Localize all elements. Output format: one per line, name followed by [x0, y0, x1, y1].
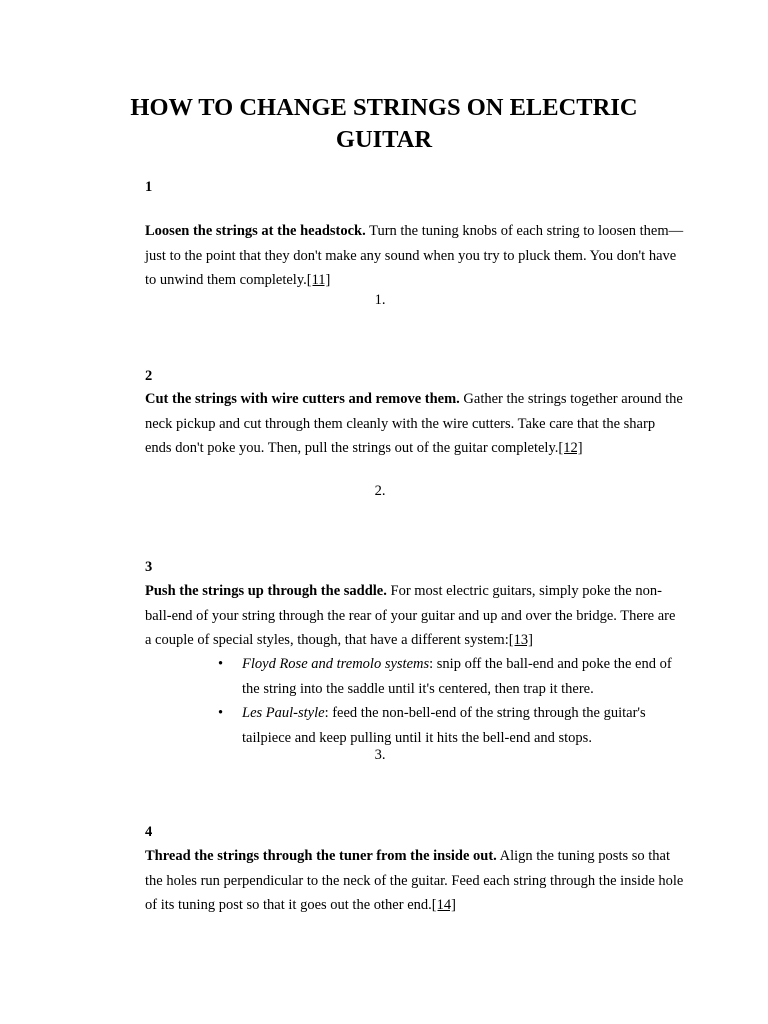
step-4-text	[145, 844, 685, 918]
step-2-text	[145, 387, 685, 461]
bullet-term: Les Paul-style	[242, 705, 325, 721]
step-number-2: 2	[145, 368, 153, 384]
step-2-heading: Cut the strings with wire cutters and remove them.	[145, 391, 460, 407]
step-3-reference-link[interactable]: [13]	[508, 632, 533, 648]
step-1-heading: Loosen the strings at the headstock.	[145, 223, 366, 239]
step-3-marker: 3.	[374, 747, 386, 763]
list-item	[218, 701, 688, 750]
step-2-paragraph	[145, 387, 685, 461]
step-4-body: Align the tuning posts so that the holes run perpendicular to the neck of the guitar. Feed each string through the inside hole of its tuning post so that it goes out the other end.	[145, 848, 684, 913]
step-1-marker: 1.	[374, 292, 386, 308]
step-3-paragraph	[145, 579, 685, 653]
step-4-heading: Thread the strings through the tuner from the inside out.	[145, 848, 497, 864]
bullet-term: Floyd Rose and tremolo systems	[242, 656, 430, 672]
step-4-paragraph	[145, 844, 685, 918]
bullet-icon: •	[218, 656, 224, 672]
step-2-reference-link[interactable]: [12]	[558, 440, 583, 456]
step-number-4: 4	[145, 824, 153, 840]
step-3-text	[145, 579, 685, 653]
step-3-heading: Push the strings up through the saddle.	[145, 583, 387, 599]
bullet-text: : feed the non-bell-end of the string through the guitar's tailpiece and keep pulling until it hits the bell-end and stops.	[242, 705, 646, 746]
step-3-bullet-list	[218, 652, 688, 750]
step-1-text	[145, 219, 685, 293]
step-3-body: For most electric guitars, simply poke the non-ball-end of your string through the rear of your guitar and up and over the bridge. There are a couple of special styles, though, that have a different system:	[145, 583, 676, 648]
list-item	[218, 652, 688, 701]
document-title: HOW TO CHANGE STRINGS ON ELECTRIC GUITAR	[130, 94, 638, 153]
step-2-marker: 2.	[374, 483, 386, 499]
step-1-paragraph	[145, 219, 685, 293]
step-number-1: 1	[145, 179, 153, 195]
step-4-reference-link[interactable]: [14]	[431, 897, 456, 913]
bullet-icon: •	[218, 705, 224, 721]
step-number-3: 3	[145, 559, 153, 575]
step-1-reference-link[interactable]: [11]	[306, 272, 331, 288]
bullet-text: : snip off the ball-end and poke the end of the string into the saddle until it's centered, then trap it there.	[242, 656, 672, 697]
step-1-body: Turn the tuning knobs of each string to loosen them—just to the point that they don't make any sound when you try to pluck them. You don't have to unwind them completely.	[145, 223, 684, 288]
step-2-body: Gather the strings together around the neck pickup and cut through them cleanly with the wire cutters. Take care that the sharp ends don't poke you. Then, pull the strings out of the guitar completely.	[145, 391, 683, 456]
